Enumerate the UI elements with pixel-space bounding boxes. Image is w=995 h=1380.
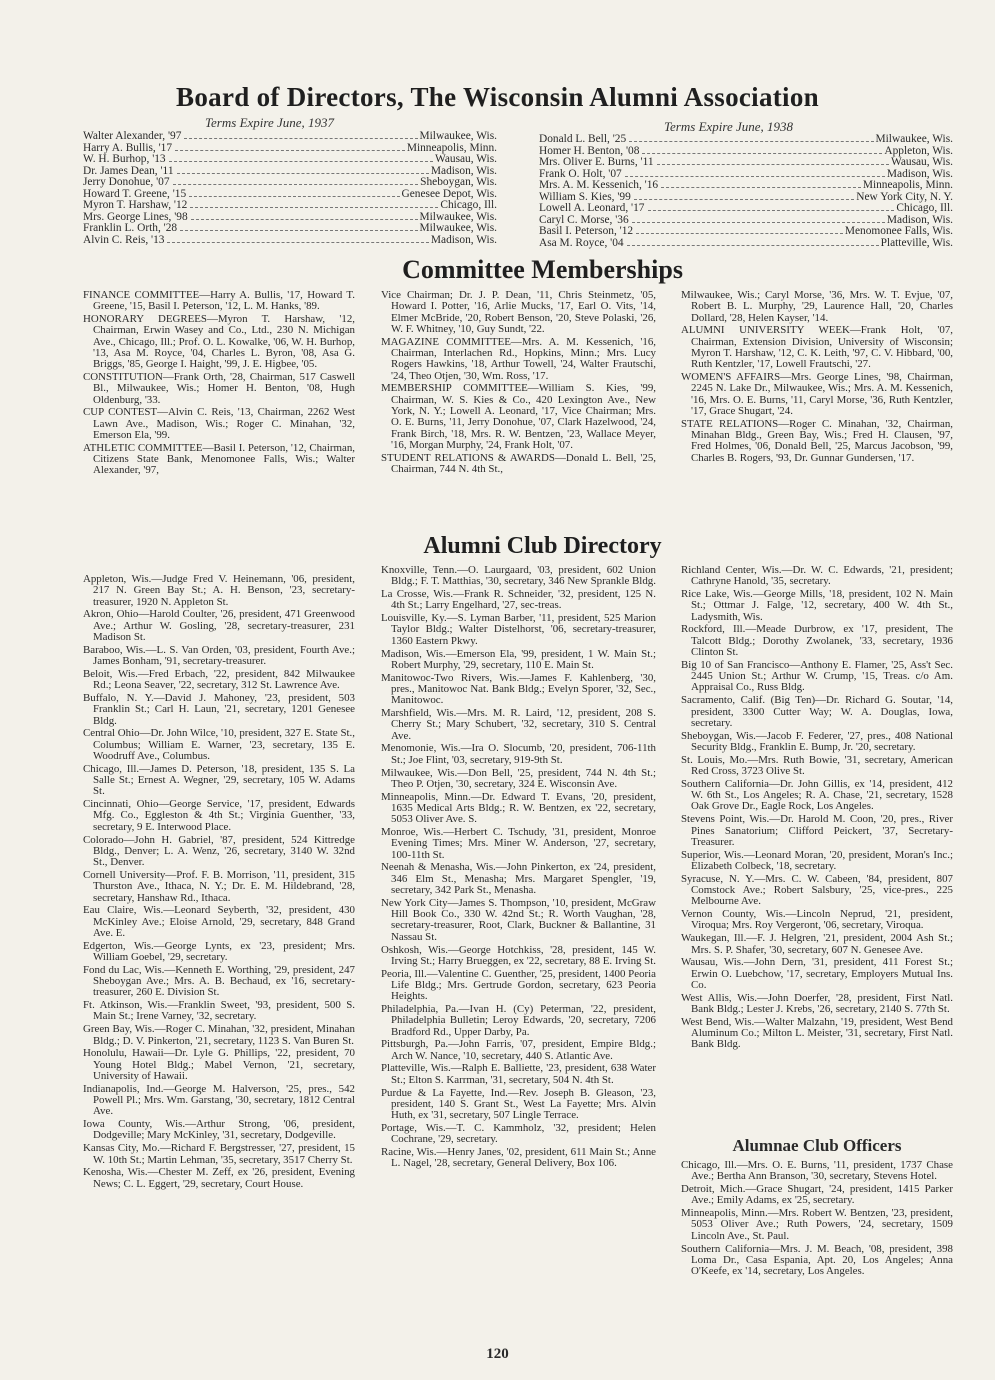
directory-entry: MAGAZINE COMMITTEE—Mrs. A. M. Kessenich, '16, Chairman, Interlachen Rd., Hopkins, Minn.; Mrs. Lucy Rogers Hawkins, '18, Arthur Towell, '24, Walter Frautschi, '24, Theo Otjen, '30, Wm. Ross, '17. [381, 335, 656, 382]
directory-entry: ATHLETIC COMMITTEE—Basil I. Peterson, '12, Chairman, Citizens State Bank, Menomonee Falls, Wis.; Walter Alexander, '97, [83, 441, 355, 477]
directory-entry: Vernon County, Wis.—Lincoln Neprud, '21, president, Viroqua; Mrs. Roy Vergeront, '06, secretary, Viroqua. [681, 908, 953, 932]
terms-1938-heading: Terms Expire June, 1938 [664, 119, 794, 134]
directory-entry: Beloit, Wis.—Fred Erbach, '22, president, 842 Milwaukee Rd.; Leona Seaver, '22, secretary, 312 St. Lawrence Ave. [83, 667, 355, 692]
directory-entry: Colorado—John H. Gabriel, '87, president, 524 Kittredge Bldg., Denver; L. A. Wenz, '26, secretary, 3140 W. 32nd St., Denver. [83, 833, 355, 869]
directory-entry: Pittsburgh, Pa.—John Farris, '07, president, Empire Bldg.; Arch W. Nance, '10, secretary, 440 S. Atlantic Ave. [381, 1038, 656, 1062]
committee-column-2 [381, 290, 656, 477]
directory-entry: St. Louis, Mo.—Mrs. Ruth Bowie, '31, secretary, American Red Cross, 3723 Olive St. [681, 753, 953, 778]
alumnae-column [681, 1160, 953, 1279]
directory-entry: Syracuse, N. Y.—Mrs. C. W. Cabeen, '84, president, 807 Comstock Ave.; Robert Salsbury, '25, vice-pres., 225 Melbourne Ave. [681, 872, 953, 908]
directory-entry: Monroe, Wis.—Herbert C. Tschudy, '31, president, Monroe Evening Times; Mrs. Miner W. Anderson, '27, secretary, 100-11th St. [381, 826, 656, 861]
director-name: Asa M. Royce, '04 [539, 236, 624, 249]
directory-entry: WOMEN'S AFFAIRS—Mrs. George Lines, '98, Chairman, 2245 N. Lake Dr., Milwaukee, Wis.; Mrs. A. M. Kessenich, '16, Mrs. O. E. Burns, '11, Caryl Morse, '36, Ruth Kentzler, '17, Grace Shugart, '24. [681, 371, 953, 417]
leader-dots [190, 206, 438, 208]
directory-entry: La Crosse, Wis.—Frank R. Schneider, '32, president, 125 N. 4th St.; Larry Engelhard, '27, sec-treas. [381, 588, 656, 612]
directory-entry: Kenosha, Wis.—Chester M. Zeff, ex '26, president, Evening News; C. L. Eggert, '29, secretary, Court House. [83, 1166, 355, 1190]
directory-entry: Indianapolis, Ind.—George M. Halverson, '25, pres., 542 Powell Pl.; Mrs. Wm. Garstang, '30, secretary, 1812 Central Ave. [83, 1082, 355, 1118]
directory-entry: Portage, Wis.—T. C. Kammholz, '32, president; Helen Cochrane, '29, secretary. [381, 1121, 656, 1146]
leader-dots [627, 244, 879, 246]
director-name: Caryl C. Morse, '36 [539, 213, 629, 226]
directory-entry: Stevens Point, Wis.—Dr. Harold M. Coon, '20, pres., River Pines Sanatorium; Clifford Peickert, '37, Secretary-Treasurer. [681, 813, 953, 848]
directory-entry: Fond du Lac, Wis.—Kenneth E. Worthing, '29, president, 247 Sheboygan Ave.; Mrs. A. B. Bechaud, ex '16, secretary-treasurer, 260 E. Division St. [83, 963, 355, 999]
directory-entry: Edgerton, Wis.—George Lynts, ex '23, president; Mrs. William Goebel, '29, secretary. [83, 939, 355, 963]
director-city: New York City, N. Y. [856, 190, 953, 203]
leader-dots [636, 232, 843, 234]
directory-entry: FINANCE COMMITTEE—Harry A. Bullis, '17, Howard T. Greene, '15, Basil I. Peterson, '12, L. M. Hanks, '89. [83, 289, 355, 313]
directory-entry: Baraboo, Wis.—L. S. Van Orden, '03, president, Fourth Ave.; James Bonham, '91, secretary-treasurer. [83, 643, 355, 668]
directory-entry: ALUMNI UNIVERSITY WEEK—Frank Holt, '07, Chairman, Extension Division, University of Wisconsin; Myron T. Harshaw, '12, C. K. Leith, '97, C. V. Hibbard, '00, Ruth Kentzler, '17, Lowell Frautschi, '27. [681, 324, 953, 371]
directory-entry: Rockford, Ill.—Meade Durbrow, ex '17, president, The Talcott Bldg.; Dorothy Zwolanek, '33, secretary, 1936 Clinton St. [681, 623, 953, 659]
director-city: Genesee Depot, Wis. [401, 187, 497, 200]
director-name: Donald L. Bell, '25 [539, 133, 627, 145]
director-city: Minneapolis, Minn. [406, 141, 497, 154]
director-row [83, 223, 497, 235]
director-city: Madison, Wis. [886, 213, 953, 226]
directory-entry: Iowa County, Wis.—Arthur Strong, '06, president, Dodgeville; Mary McKinley, '31, secretary, Dodgeville. [83, 1118, 355, 1142]
leader-dots [625, 175, 885, 177]
director-name: Mrs. A. M. Kessenich, '16 [539, 179, 659, 191]
director-city: Milwaukee, Wis. [419, 210, 497, 223]
leader-dots [180, 229, 417, 231]
leader-dots [175, 149, 405, 151]
director-city: Madison, Wis. [430, 233, 497, 246]
leader-dots [657, 163, 889, 165]
leader-dots [169, 160, 433, 162]
directory-entry: STUDENT RELATIONS & AWARDS—Donald L. Bell, '25, Chairman, 744 N. 4th St., [381, 451, 656, 475]
leader-dots [167, 241, 428, 243]
director-name: William S. Kies, '99 [539, 190, 631, 203]
director-row [83, 154, 497, 166]
director-name: Walter Alexander, '97 [83, 130, 182, 142]
director-city: Wausau, Wis. [890, 156, 953, 168]
director-name: Jerry Donohue, '07 [83, 176, 170, 188]
directory-entry: Marshfield, Wis.—Mrs. M. R. Laird, '12, president, 208 S. Cherry St.; Mary Schubert, '32, secretary, 310 S. Central Ave. [381, 707, 656, 742]
directory-entry: Eau Claire, Wis.—Leonard Seyberth, '32, president, 430 McKinley Ave.; Eloise Arnold, '29, secretary, 848 Grand Ave. E. [83, 904, 355, 939]
board-title: Board of Directors, The Wisconsin Alumni Association [176, 82, 819, 112]
leader-dots [642, 152, 882, 154]
director-row [83, 235, 497, 247]
leader-dots [648, 209, 895, 211]
director-name: Dr. James Dean, '11 [83, 164, 174, 177]
directory-entry: Racine, Wis.—Henry Janes, '02, president, 611 Main St.; Anne L. Nagel, '28, secretary, General Delivery, Box 106. [381, 1146, 656, 1170]
director-row [539, 203, 953, 215]
directory-entry: Central Ohio—Dr. John Wilce, '10, president, 327 E. State St., Columbus; William E. Warner, '23, secretary, 135 E. Woodruff Ave., Columbus. [83, 727, 355, 762]
director-city: Minneapolis, Minn. [862, 179, 953, 191]
directory-entry: Kansas City, Mo.—Richard F. Bergstresser, '27, president, 15 W. 10th St.; Martin Lehman, '35, secretary, 3517 Cherry St. [83, 1142, 355, 1166]
director-row [83, 200, 497, 212]
directory-entry: Chicago, Ill.—Mrs. O. E. Burns, '11, president, 1737 Chase Ave.; Bertha Ann Branson, '30, secretary, Stevens Hotel. [681, 1159, 953, 1183]
director-row [539, 180, 953, 192]
directory-entry: New York City—James S. Thompson, '10, president, McGraw Hill Book Co., 330 W. 42nd St.; R. Worth Vaughan, '28, secretary-treasurer, Root, Clark, Buckner & Ballantine, 31 Nassau St. [381, 896, 656, 943]
director-name: Franklin L. Orth, '28 [83, 222, 178, 234]
directory-entry: Superior, Wis.—Leonard Moran, '20, president, Moran's Inc.; Elizabeth Colbeck, '18, secretary. [681, 848, 953, 872]
director-name: Lowell A. Leonard, '17 [539, 202, 645, 214]
directory-entry: Knoxville, Tenn.—O. Laurgaard, '03, president, 602 Union Bldg.; F. T. Matthias, '30, secretary, 346 New Sprankle Bldg. [381, 564, 656, 588]
directory-entry: Sacramento, Calif. (Big Ten)—Dr. Richard G. Soutar, '14, president, 3300 Cutter Way; W. A. Douglas, Iowa, secretary. [681, 694, 953, 729]
terms-1937-heading: Terms Expire June, 1937 [205, 115, 335, 130]
directors-1937-list [83, 131, 497, 246]
directory-entry: Milwaukee, Wis.; Caryl Morse, '36, Mrs. W. T. Evjue, '07, Robert B. L. Murphy, '29, Laurence Hall, '20, Charles Dollard, '28, Helen Kayser, '14. [681, 289, 953, 324]
directory-entry: Waukegan, Ill.—F. J. Helgren, '21, president, 2004 Ash St.; Mrs. S. P. Shafer, '30, secretary, 607 N. Genesee Ave. [681, 932, 953, 956]
directory-entry: Cincinnati, Ohio—George Service, '17, president, Edwards Mfg. Co., Eggleston & 4th St.; Virginia Guenther, '33, secretary, 9 E. Interwood Place. [83, 798, 355, 833]
director-city: Milwaukee, Wis. [419, 130, 497, 142]
directory-entry: Honolulu, Hawaii—Dr. Lyle G. Phillips, '22, president, 70 Young Hotel Bldg.; Mabel Vernon, '21, secretary, University of Hawaii. [83, 1047, 355, 1082]
directory-entry: Appleton, Wis.—Judge Fred V. Heinemann, '06, president, 217 N. Green Bay St.; A. H. Benson, '23, secretary-treasurer, 1920 N. Appleton St. [83, 573, 355, 608]
director-name: Myron T. Harshaw, '12 [83, 199, 188, 211]
director-row [83, 131, 497, 143]
directory-entry: Louisville, Ky.—S. Lyman Barber, '11, president, 525 Marion Taylor Bldg.; Walter Distelhorst, '06, secretary-treasurer, 1360 Eastern Pkwy. [381, 612, 656, 647]
directory-entry: Green Bay, Wis.—Roger C. Minahan, '32, president, Minahan Bldg.; D. V. Pinkerton, '21, secretary, 1123 S. Van Buren St. [83, 1023, 355, 1047]
directory-entry: Milwaukee, Wis.—Don Bell, '25, president, 744 N. 4th St.; Theo P. Otjen, '30, secretary, 324 E. Wisconsin Ave. [381, 766, 656, 790]
club-column-1 [83, 574, 355, 1191]
alumnae-club-officers-title: Alumnae Club Officers [732, 1136, 902, 1155]
leader-dots [632, 221, 885, 223]
director-row [83, 177, 497, 189]
director-name: Mrs. Oliver E. Burns, '11 [539, 156, 654, 168]
directory-entry: Big 10 of San Francisco—Anthony E. Flamer, '25, Ass't Sec. 2445 Union St.; Arthur W. Crump, '15, Treas. c/o Am. Appraisal Co., Russ Bldg. [681, 658, 953, 694]
director-city: Wausau, Wis. [434, 153, 497, 165]
leader-dots [191, 218, 418, 220]
directory-entry: Minneapolis, Minn.—Dr. Edward T. Evans, '20, president, 1635 Medical Arts Bldg.; R. W. Bentzen, ex '22, secretary, 5053 Oliver Ave. S. [381, 790, 656, 826]
director-city: Platteville, Wis. [880, 236, 953, 249]
director-name: Mrs. George Lines, '98 [83, 210, 188, 223]
club-column-3 [681, 565, 953, 1052]
directors-1938-list [539, 134, 953, 249]
directory-entry: Peoria, Ill.—Valentine C. Guenther, '25, president, 1400 Peoria Life Bldg.; Mrs. Gertrude Gordon, secretary, 623 Peoria Heights. [381, 967, 656, 1003]
director-name: Frank O. Holt, '07 [539, 167, 622, 180]
alumni-club-directory-title: Alumni Club Directory [423, 533, 662, 559]
directory-entry: Southern California—Mrs. J. M. Beach, '08, president, 398 Loma Dr., Casa Espania, Apt. 20, Los Angeles; Anna O'Keefe, ex '14, secretary, Los Angeles. [681, 1242, 953, 1278]
directory-entry: STATE RELATIONS—Roger C. Minahan, '32, Chairman, Minahan Bldg., Green Bay, Wis.; Fred H. Clausen, '97, Fred Holmes, '06, Donald Bell, '25, Marcus Jacobson, '99, Charles B. Rogers, '93, Dr. Gunnar Gundersen, '17. [681, 417, 953, 464]
directory-entry: West Bend, Wis.—Walter Malzahn, '19, president, West Bend Aluminum Co.; Milton L. Meister, '31, secretary, First Natl. Bank Bldg. [681, 1015, 953, 1051]
directory-entry: Southern California—Dr. John Gillis, ex '14, president, 412 W. 6th St., Los Angeles; R. A. Chase, '21, secretary, 1528 Oak Grove Dr., Eagle Rock, Los Angeles. [681, 777, 953, 813]
directory-entry: Sheboygan, Wis.—Jacob F. Federer, '27, pres., 408 National Security Bldg., Franklin E. Bump, Jr. '20, secretary. [681, 729, 953, 753]
directory-entry: HONORARY DEGREES—Myron T. Harshaw, '12, Chairman, Erwin Wasey and Co., Ltd., 230 N. Michigan Ave., Chicago, Ill.; Prof. O. L. Kowalke, '06, W. H. Burhop, '13, Asa M. Royce, '04, Charles L. Byron, '08, Asa G. Briggs, '85, George I. Haight, '99, J. E. Higbee, '05. [83, 313, 355, 371]
committee-memberships-title: Committee Memberships [402, 255, 683, 284]
directory-entry: Minneapolis, Minn.—Mrs. Robert W. Bentzen, '23, president, 5053 Oliver Ave.; Ruth Powers, '24, secretary, 1509 Lincoln Ave., St. Paul. [681, 1207, 953, 1242]
director-city: Milwaukee, Wis. [875, 133, 953, 145]
leader-dots [629, 140, 873, 142]
director-city: Appleton, Wis. [884, 144, 953, 157]
directory-entry: MEMBERSHIP COMMITTEE—William S. Kies, '99, Chairman, W. S. Kies & Co., 420 Lexington Ave., New York, N. Y.; Lowell A. Leonard, '17, Vice Chairman; Mrs. O. E. Burns, '11, Jerry Donohue, '07, Clark Hazelwood, '24, Frank Birch, '18, Mrs. R. W. Bentzen, '23, Wallace Meyer, '16, Morgan Murphy, '24, Frank Holt, '07. [381, 382, 656, 451]
director-row [539, 134, 953, 146]
directory-entry: Platteville, Wis.—Ralph E. Balliette, '23, president, 638 Water St.; Elton S. Karrman, '31, secretary, 504 N. 4th St. [381, 1062, 656, 1086]
directory-entry: Wausau, Wis.—John Dern, '31, president, 411 Forest St.; Erwin O. Luebchow, '17, secretary, Employers Mutual Ins. Co. [681, 956, 953, 991]
director-city: Menomonee Falls, Wis. [844, 225, 953, 237]
directory-entry: Manitowoc-Two Rivers, Wis.—James F. Kahlenberg, '30, pres., Manitowoc Nat. Bank Bldg.; Evelyn Sporer, '32, Sec., Manitowoc. [381, 671, 656, 707]
directory-entry: Rice Lake, Wis.—George Mills, '18, president, 102 N. Main St.; Ottmar J. Falge, '12, secretary, 400 W. 4th St., Ladysmith, Wis. [681, 588, 953, 623]
director-city: Madison, Wis. [430, 164, 497, 177]
directory-entry: Neenah & Menasha, Wis.—John Pinkerton, ex '24, president, 346 Elm St., Menasha; Mrs. Margaret Spengler, '19, secretary, 342 Park St., Menasha. [381, 861, 656, 897]
leader-dots [661, 186, 861, 188]
directory-entry: Buffalo, N. Y.—David J. Mahoney, '23, president, 503 Franklin St.; Carl H. Laun, '21, secretary, 1201 Genesee Bldg. [83, 691, 355, 727]
director-name: Homer H. Benton, '08 [539, 144, 640, 157]
directory-entry: Chicago, Ill.—James D. Peterson, '18, president, 135 S. La Salle St.; Ernest A. Wegner, '29, secretary, 105 W. Adams St. [83, 762, 355, 798]
club-column-2 [381, 565, 656, 1171]
director-name: Alvin C. Reis, '13 [83, 233, 165, 246]
directory-entry: Menomonie, Wis.—Ira O. Slocumb, '20, president, 706-11th St.; Joe Flint, '03, secretary, 919-9th St. [381, 742, 656, 766]
director-city: Chicago, Ill. [440, 199, 497, 211]
directory-entry: Detroit, Mich.—Grace Shugart, '24, president, 1415 Parker Ave.; Emily Adams, ex '25, secretary. [681, 1183, 953, 1207]
director-name: W. H. Burhop, '13 [83, 153, 166, 165]
directory-entry: Madison, Wis.—Emerson Ela, '99, president, 1 W. Main St.; Robert Murphy, '29, secretary, 110 E. Main St. [381, 647, 656, 671]
directory-entry: Philadelphia, Pa.—Ivan H. (Cy) Peterman, '22, president, Philadelphia Bulletin; Leroy Edwards, '20, secretary, 7206 Bradford Rd., Upper Darby, Pa. [381, 1002, 656, 1038]
directory-entry: CONSTITUTION—Frank Orth, '28, Chairman, 517 Caswell Bl., Milwaukee, Wis.; Homer H. Benton, '08, Hugh Oldenburg, '33. [83, 371, 355, 406]
director-row [539, 238, 953, 250]
committee-column-3 [681, 290, 953, 465]
directory-entry: Oshkosh, Wis.—George Hotchkiss, '28, president, 145 W. Irving St.; Harry Brueggen, ex '22, secretary, 88 E. Irving St. [381, 943, 656, 967]
leader-dots [189, 195, 399, 197]
directory-entry: Richland Center, Wis.—Dr. W. C. Edwards, '21, president; Cathryne Hanold, '35, secretary. [681, 564, 953, 588]
director-city: Madison, Wis. [886, 167, 953, 180]
directory-entry: Akron, Ohio—Harold Coulter, '26, president, 471 Greenwood Ave.; Arthur W. Gosling, '28, secretary-treasurer, 231 Madison St. [83, 608, 355, 643]
directory-entry: CUP CONTEST—Alvin C. Reis, '13, Chairman, 2262 West Lawn Ave., Madison, Wis.; Roger C. Minahan, '32, Emerson Ela, '99. [83, 406, 355, 442]
committee-column-1 [83, 290, 355, 478]
directory-entry: Ft. Atkinson, Wis.—Franklin Sweet, '93, president, 500 S. Main St.; Irene Varney, '32, secretary. [83, 999, 355, 1023]
page-number: 120 [486, 1346, 509, 1362]
leader-dots [177, 172, 429, 174]
director-name: Howard T. Greene, '15 [83, 187, 187, 200]
leader-dots [173, 183, 419, 185]
director-name: Basil I. Peterson, '12 [539, 225, 634, 237]
director-row [539, 226, 953, 238]
directory-entry: Vice Chairman; Dr. J. P. Dean, '11, Chris Steinmetz, '05, Howard I. Potter, '16, Arlie Mucks, '17, Earl O. Vits, '14, Elmer McBride, '20, Robert Benson, '20, Steve Polaski, '26, W. F. Whitney, '10, Guy Sundt, '22. [381, 289, 656, 335]
directory-entry: West Allis, Wis.—John Doerfer, '28, president, First Natl. Bank Bldg.; Lester J. Krebs, '26, secretary, 2140 S. 77th St. [681, 991, 953, 1015]
directory-entry: Cornell University—Prof. F. B. Morrison, '11, president, 315 Thurston Ave., Ithaca, N. Y.; Dr. E. M. Hildebrand, '28, secretary, Hanshaw Rd., Ithaca. [83, 868, 355, 904]
director-name: Harry A. Bullis, '17 [83, 141, 173, 154]
leader-dots [184, 137, 417, 139]
leader-dots [634, 198, 855, 200]
director-city: Milwaukee, Wis. [419, 222, 497, 234]
director-city: Sheboygan, Wis. [420, 176, 497, 188]
director-row [539, 157, 953, 169]
directory-entry: Purdue & La Fayette, Ind.—Rev. Joseph B. Gleason, '23, president, 140 S. Grant St., West La Fayette; Mrs. Alvin Huth, ex '31, secretary, 507 Lingle Terrace. [381, 1086, 656, 1122]
director-city: Chicago, Ill. [896, 202, 953, 214]
